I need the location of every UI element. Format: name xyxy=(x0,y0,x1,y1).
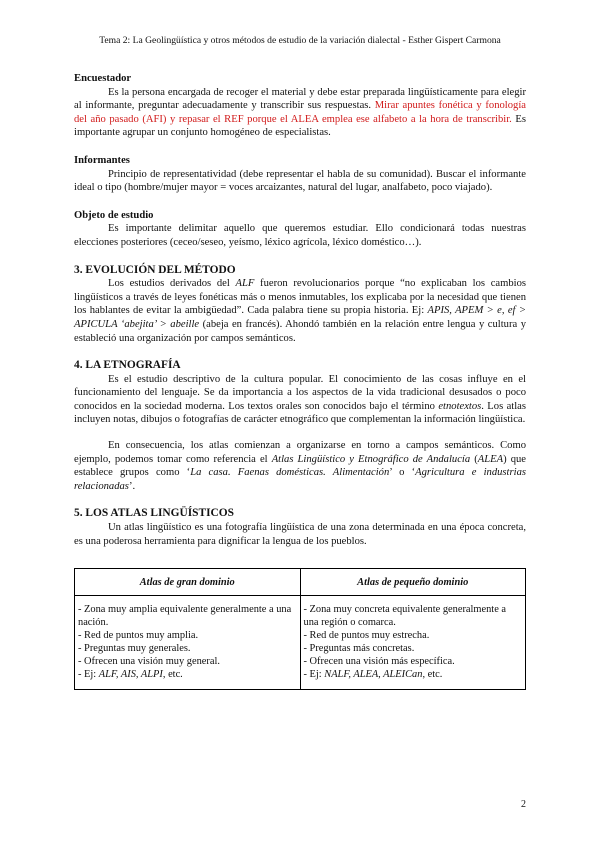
sec4-p2-end: ’. xyxy=(128,480,136,492)
table-header-row xyxy=(75,569,526,596)
sec4-p2-mid: ) que establece grupos como ‘ xyxy=(74,453,526,479)
informantes-heading: Informantes xyxy=(74,154,130,166)
list-item: - Preguntas muy generales. xyxy=(78,643,191,655)
page-content xyxy=(74,72,526,690)
section-4-paragraph-1 xyxy=(74,373,526,427)
sec4-p2-text: En consecuencia, los atlas comienzan a organizarse en torno a campos semánticos. Como ejemplo, podemos tomar como referencia el xyxy=(74,440,526,465)
gran-dominio-cell xyxy=(75,596,301,690)
sec3-example: APIS, APEM > e, ef > APICULA ‘abejita’ > abeille xyxy=(74,305,526,330)
ej-atlas-list: ALF, AIS, ALPI xyxy=(98,669,163,681)
list-item xyxy=(78,668,297,681)
encuestador-red-note: Mirar apuntes fonética y fonología del año pasado (AFI) y repasar el REF porque el ALEA emplea ese alfabeto a la hora de transcribir. xyxy=(74,100,526,125)
running-header: Tema 2: La Geolingüística y otros métodos de estudio de la variación dialectal - Esther Gispert Carmona xyxy=(99,35,501,46)
sec3-text-3: (abeja en francés). Ahondó también en la relación entre lengua y cultura y estableció una organización por campos semánticos. xyxy=(74,318,526,344)
list-item: - Zona muy amplia equivalente generalmente a una nación. xyxy=(78,604,292,629)
section-5-heading: 5. LOS ATLAS LINGÜÍSTICOS xyxy=(74,507,234,520)
section-5-paragraph: Un atlas lingüístico es una fotografía lingüística de una zona determinada en una época concreta, es una poderosa herramienta para dignificar la lengua de los pueblos. xyxy=(74,522,526,547)
ej-prefix: - Ej: xyxy=(303,669,325,681)
sec4-p2-or: ’ o ‘ xyxy=(389,467,416,479)
sec3-text-2: fueron revolucionarios porque “no explicaban los cambios lingüísticos a través de leyes fonéticas más o menos inmutables, los explicaba por la necesidad que tienen los hablantes de evitar la ambigüedad”. Cada palabra tiene su propia historia. Ej: xyxy=(74,278,526,317)
sec3-alf: ALF xyxy=(235,278,255,290)
section-4-paragraph-2 xyxy=(74,439,526,493)
list-item: - Zona muy concreta equivalente generalmente a una región o comarca. xyxy=(303,604,507,629)
pequeno-dominio-cell xyxy=(300,596,526,690)
table-row xyxy=(75,596,526,690)
sec4-alea: ALEA xyxy=(477,453,504,465)
encuestador-paragraph xyxy=(74,86,526,140)
ej-atlas-list: NALF, ALEA, ALEICan xyxy=(324,669,423,681)
list-item xyxy=(304,668,523,681)
sec4-p1-end: . Los atlas incluyen notas, dibujos o fotografías de carácter etnográfico que complementan la información lingüística. xyxy=(74,400,526,426)
section-3-heading: 3. EVOLUCIÓN DEL MÉTODO xyxy=(74,263,236,276)
list-item: - Ofrecen una visión más específica. xyxy=(303,656,455,668)
table-header-gran-dominio: Atlas de gran dominio xyxy=(75,569,301,596)
section-3-paragraph xyxy=(74,277,526,345)
sec4-p2-paren-open: ( xyxy=(470,453,478,465)
sec4-p1-text: Es el estudio descriptivo de la cultura popular. El conocimiento de las cosas influye en el funcionamiento del lenguaje. Se da importancia a los aspectos de la vida tradicional desusados o poco conocidos en la sociedad moderna. Los textos orales son conocidos bajo el término xyxy=(74,373,526,412)
encuestador-text: Es la persona encargada de recoger el material y debe estar preparada lingüísticamente para elegir al informante, preguntar adecuadamente y transcribir sus respuestas. xyxy=(74,86,526,112)
list-item: - Ofrecen una visión muy general. xyxy=(78,656,220,668)
sec4-etnotextos: etnotextos xyxy=(438,400,482,412)
sec4-group-1: La casa. Faenas domésticas. Alimentación xyxy=(190,467,390,479)
informantes-paragraph: Principio de representatividad (debe representar el habla de su comunidad). Buscar el informante ideal o tipo (hombre/mujer mayor = voces arcaizantes, natural del lugar, analfabeto, poco viajado). xyxy=(74,168,526,194)
page-number: 2 xyxy=(521,799,526,810)
sec3-text-1: Los estudios derivados del xyxy=(108,278,236,290)
ej-suffix: , etc. xyxy=(162,669,183,681)
ej-suffix: , etc. xyxy=(422,669,443,681)
sec4-atlas-name: Atlas Lingüístico y Etnográfico de Andalucía xyxy=(271,453,471,465)
atlas-comparison-table xyxy=(74,568,526,690)
list-item: - Red de puntos muy estrecha. xyxy=(303,630,430,642)
table-header-pequeno-dominio: Atlas de pequeño dominio xyxy=(300,569,526,596)
encuestador-heading: Encuestador xyxy=(74,73,132,84)
section-4-heading: 4. LA ETNOGRAFÍA xyxy=(74,359,181,372)
list-item: - Red de puntos muy amplia. xyxy=(78,630,199,642)
objeto-heading: Objeto de estudio xyxy=(74,209,154,221)
encuestador-text-end: Es importante agrupar un conjunto homogéneo de especialistas. xyxy=(74,113,526,139)
sec4-group-2: Agricultura e industrias relacionadas xyxy=(74,467,526,492)
ej-prefix: - Ej: xyxy=(78,669,99,681)
list-item: - Preguntas más concretas. xyxy=(303,643,415,655)
objeto-paragraph: Es importante delimitar aquello que queremos estudiar. Ello condicionará todas nuestras elecciones posteriores (ceceo/seseo, yeísmo, léxico agrícola, léxico doméstico…). xyxy=(74,223,526,248)
